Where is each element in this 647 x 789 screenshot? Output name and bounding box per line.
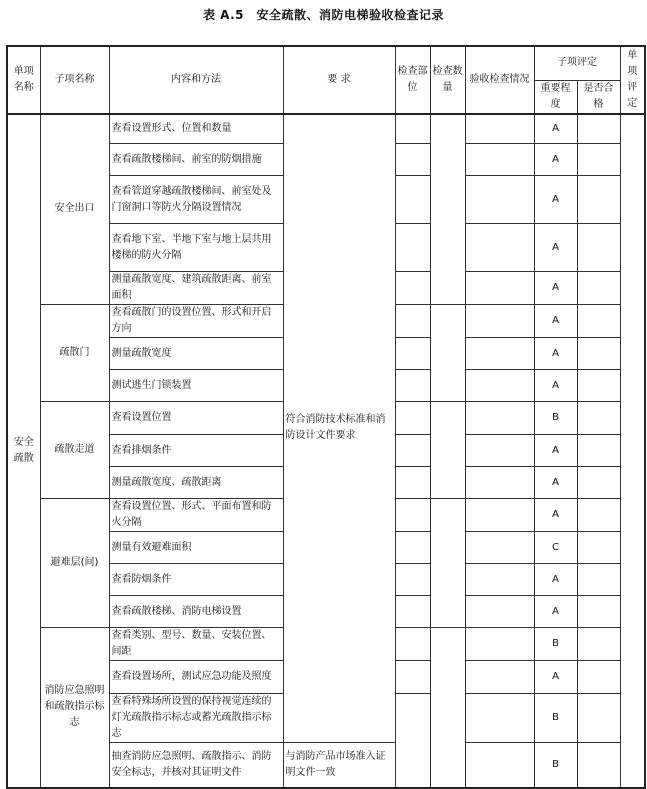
content-method-cell: 查看疏散门的设置位置、形式和开启方向 (109, 305, 283, 338)
content-method-cell: 查看疏散楼梯、消防电梯设置 (109, 596, 283, 628)
content-method-cell: 查看特殊场所设置的保持视觉连续的灯光疏散指示标志或蓄光疏散指示标志 (109, 694, 283, 743)
inspection-status-cell[interactable] (465, 144, 534, 176)
content-method-cell: 测试逃生门锁装置 (109, 370, 283, 402)
content-method-cell: 测量疏散宽度 (109, 338, 283, 370)
content-method-cell: 查看类别、型号、数量、安装位置、间距 (109, 628, 283, 661)
inspection-status-cell[interactable] (465, 628, 534, 661)
importance-cell: C (534, 532, 577, 564)
header-importance: 重要程度 (534, 80, 577, 114)
check-location-cell[interactable] (395, 305, 430, 338)
content-method-cell: 查看排烟条件 (109, 435, 283, 467)
importance-cell: A (534, 176, 577, 224)
inspection-status-cell[interactable] (465, 564, 534, 596)
qualified-cell[interactable] (577, 532, 620, 564)
qualified-cell[interactable] (577, 224, 620, 272)
qualified-cell[interactable] (577, 467, 620, 499)
qualified-cell[interactable] (577, 176, 620, 224)
qualified-cell[interactable] (577, 694, 620, 743)
qualified-cell[interactable] (577, 370, 620, 402)
item-name-cell: 安全疏散 (7, 114, 40, 788)
qualified-cell[interactable] (577, 114, 620, 144)
check-location-cell[interactable] (395, 224, 430, 272)
content-method-cell: 查看地下室、半地下室与地上层共用楼梯的防火分隔 (109, 224, 283, 272)
content-method-cell: 查看管道穿越疏散楼梯间、前室处及门窗洞口等防火分隔设置情况 (109, 176, 283, 224)
check-location-cell[interactable] (395, 176, 430, 224)
importance-cell: B (534, 694, 577, 743)
requirement-cell: 与消防产品市场准入证明文件一致 (283, 743, 395, 788)
qualified-cell[interactable] (577, 272, 620, 305)
sub-item-name-cell: 疏散走道 (40, 402, 109, 499)
check-location-cell[interactable] (395, 370, 430, 402)
content-method-cell: 测量疏散宽度、疏散距离 (109, 467, 283, 499)
inspection-status-cell[interactable] (465, 661, 534, 694)
inspection-status-cell[interactable] (465, 305, 534, 338)
inspection-status-cell[interactable] (465, 272, 534, 305)
inspection-status-cell[interactable] (465, 370, 534, 402)
item-rating-cell[interactable] (620, 114, 645, 788)
check-quantity-cell[interactable] (430, 114, 465, 305)
inspection-status-cell[interactable] (465, 467, 534, 499)
importance-cell: A (534, 114, 577, 144)
qualified-cell[interactable] (577, 402, 620, 435)
importance-cell: A (534, 338, 577, 370)
check-location-cell[interactable] (395, 467, 430, 499)
qualified-cell[interactable] (577, 499, 620, 532)
check-location-cell[interactable] (395, 628, 430, 661)
check-location-cell[interactable] (395, 532, 430, 564)
content-method-cell: 抽查消防应急照明、疏散指示、消防安全标志，并核对其证明文件 (109, 743, 283, 788)
content-method-cell: 查看防烟条件 (109, 564, 283, 596)
inspection-status-cell[interactable] (465, 435, 534, 467)
inspection-status-cell[interactable] (465, 743, 534, 788)
header-sub-item-rating: 子项评定 (534, 46, 620, 80)
qualified-cell[interactable] (577, 628, 620, 661)
sub-item-name-cell: 疏散门 (40, 305, 109, 402)
importance-cell: B (534, 743, 577, 788)
content-method-cell: 测量有效避难面积 (109, 532, 283, 564)
inspection-status-cell[interactable] (465, 224, 534, 272)
importance-cell: A (534, 272, 577, 305)
qualified-cell[interactable] (577, 743, 620, 788)
importance-cell: A (534, 499, 577, 532)
check-location-cell[interactable] (395, 272, 430, 305)
importance-cell: A (534, 435, 577, 467)
inspection-record-table (6, 45, 646, 789)
inspection-status-cell[interactable] (465, 596, 534, 628)
header-requirement: 要 求 (283, 46, 395, 114)
importance-cell: A (534, 370, 577, 402)
check-location-cell[interactable] (395, 114, 430, 144)
inspection-status-cell[interactable] (465, 402, 534, 435)
inspection-status-cell[interactable] (465, 499, 534, 532)
check-location-cell[interactable] (395, 402, 430, 435)
table-row (7, 114, 645, 144)
importance-cell: A (534, 467, 577, 499)
qualified-cell[interactable] (577, 564, 620, 596)
inspection-status-cell[interactable] (465, 176, 534, 224)
check-location-cell[interactable] (395, 435, 430, 467)
check-location-cell[interactable] (395, 596, 430, 628)
importance-cell: A (534, 305, 577, 338)
inspection-status-cell[interactable] (465, 532, 534, 564)
header-check-location: 检查部位 (395, 46, 430, 114)
importance-cell: A (534, 661, 577, 694)
sub-item-name-cell: 安全出口 (40, 114, 109, 305)
check-location-cell[interactable] (395, 499, 430, 532)
header-item-name: 单项名称 (7, 46, 40, 114)
page-title: 表 A.5 安全疏散、消防电梯验收检查记录 (202, 8, 445, 22)
content-method-cell: 查看设置位置 (109, 402, 283, 435)
importance-cell: A (534, 596, 577, 628)
importance-cell: A (534, 564, 577, 596)
qualified-cell[interactable] (577, 596, 620, 628)
header-inspection-status: 验收检查情况 (465, 46, 534, 114)
qualified-cell[interactable] (577, 144, 620, 176)
requirement-cell: 符合消防技术标准和消防设计文件要求 (283, 114, 395, 743)
header-content-method: 内容和方法 (109, 46, 283, 114)
content-method-cell: 测量疏散宽度、建筑疏散距离、前室面积 (109, 272, 283, 305)
header-item-rating: 单项评定 (620, 46, 645, 114)
qualified-cell[interactable] (577, 661, 620, 694)
qualified-cell[interactable] (577, 305, 620, 338)
qualified-cell[interactable] (577, 338, 620, 370)
content-method-cell: 查看疏散楼梯间、前室的防烟措施 (109, 144, 283, 176)
importance-cell: A (534, 144, 577, 176)
check-quantity-cell[interactable] (430, 628, 465, 788)
check-location-cell[interactable] (395, 661, 430, 694)
content-method-cell: 查看设置位置、形式、平面布置和防火分隔 (109, 499, 283, 532)
check-location-cell[interactable] (395, 144, 430, 176)
header-check-quantity: 检查数量 (430, 46, 465, 114)
sub-item-name-cell: 避难层(间) (40, 499, 109, 628)
sub-item-name-cell: 消防应急照明和疏散指示标志 (40, 628, 109, 788)
check-quantity-cell[interactable] (430, 305, 465, 402)
importance-cell: B (534, 402, 577, 435)
check-location-cell[interactable] (395, 564, 430, 596)
check-location-cell[interactable] (395, 694, 430, 788)
check-quantity-cell[interactable] (430, 499, 465, 628)
inspection-status-cell[interactable] (465, 338, 534, 370)
header-qualified: 是否合格 (577, 80, 620, 114)
inspection-status-cell[interactable] (465, 114, 534, 144)
importance-cell: B (534, 628, 577, 661)
check-quantity-cell[interactable] (430, 402, 465, 499)
check-location-cell[interactable] (395, 338, 430, 370)
qualified-cell[interactable] (577, 435, 620, 467)
inspection-status-cell[interactable] (465, 694, 534, 743)
header-sub-item-name: 子项名称 (40, 46, 109, 114)
importance-cell: A (534, 224, 577, 272)
content-method-cell: 查看设置场所，测试应急功能及照度 (109, 661, 283, 694)
content-method-cell: 查看设置形式、位置和数量 (109, 114, 283, 144)
